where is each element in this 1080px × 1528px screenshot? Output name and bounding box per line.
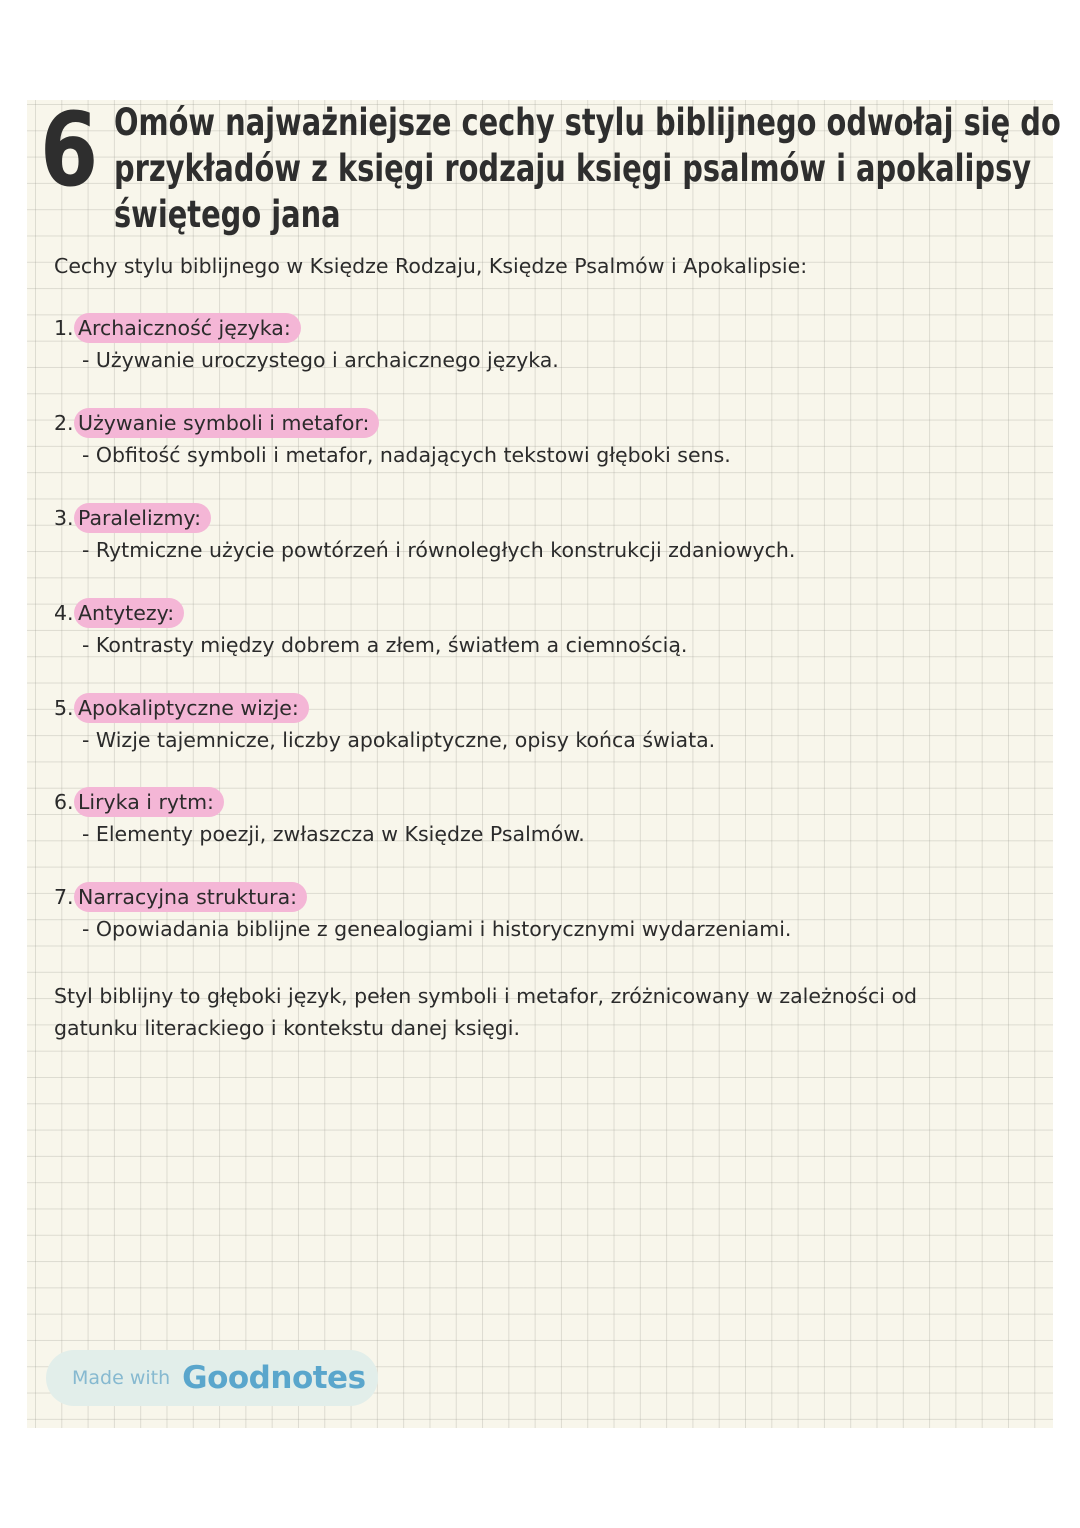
item-description: - Używanie uroczystego i archaicznego języka. xyxy=(82,348,559,372)
item-label-highlight: Apokaliptyczne wizje: xyxy=(74,693,309,723)
summary-text xyxy=(54,980,917,1044)
item-label-highlight: Paralelizmy: xyxy=(74,503,211,533)
item-label-highlight: Używanie symboli i metafor: xyxy=(74,408,379,438)
item-label-highlight: Antytezy: xyxy=(74,598,184,628)
question-number: 6 xyxy=(40,91,95,210)
page-title xyxy=(114,100,1061,238)
item-number: 7. xyxy=(54,885,74,909)
title-line: świętego jana xyxy=(114,193,341,236)
item-label-highlight: Liryka i rytm: xyxy=(74,787,224,817)
intro-text: Cechy stylu biblijnego w Księdze Rodzaju, Księdze Psalmów i Apokalipsie: xyxy=(54,254,808,278)
item-description: - Obfitość symboli i metafor, nadających tekstowi głęboki sens. xyxy=(82,443,731,467)
item-number: 4. xyxy=(54,601,74,625)
grid-paper xyxy=(27,91,1061,1428)
summary-line: gatunku literackiego i kontekstu danej księgi. xyxy=(54,1016,521,1040)
item-description: - Rytmiczne użycie powtórzeń i równoległych konstrukcji zdaniowych. xyxy=(82,538,796,562)
item-number: 2. xyxy=(54,411,74,435)
made-with-label: Made with xyxy=(72,1367,171,1389)
item-description: - Wizje tajemnicze, liczby apokaliptyczne, opisy końca świata. xyxy=(82,728,716,752)
item-number: 1. xyxy=(54,316,74,340)
item-description: - Opowiadania biblijne z genealogiami i historycznymi wydarzeniami. xyxy=(82,917,792,941)
goodnotes-logo: Goodnotes xyxy=(182,1360,366,1396)
goodnotes-badge xyxy=(46,1350,378,1406)
item-number: 3. xyxy=(54,506,74,530)
title-line: przykładów z księgi rodzaju księgi psalmów i apokalipsy xyxy=(114,147,1032,190)
item-description: - Kontrasty między dobrem a złem, światłem a ciemnością. xyxy=(82,633,688,657)
item-number: 6. xyxy=(54,790,74,814)
item-description: - Elementy poezji, zwłaszcza w Księdze Psalmów. xyxy=(82,822,585,846)
title-line: Omów najważniejsze cechy stylu biblijnego odwołaj się do xyxy=(114,101,1061,144)
item-label-highlight: Narracyjna struktura: xyxy=(74,882,307,912)
summary-line: Styl biblijny to głęboki język, pełen symboli i metafor, zróżnicowany w zależności od xyxy=(54,984,918,1008)
item-number: 5. xyxy=(54,696,74,720)
item-label-highlight: Archaiczność języka: xyxy=(74,313,301,343)
